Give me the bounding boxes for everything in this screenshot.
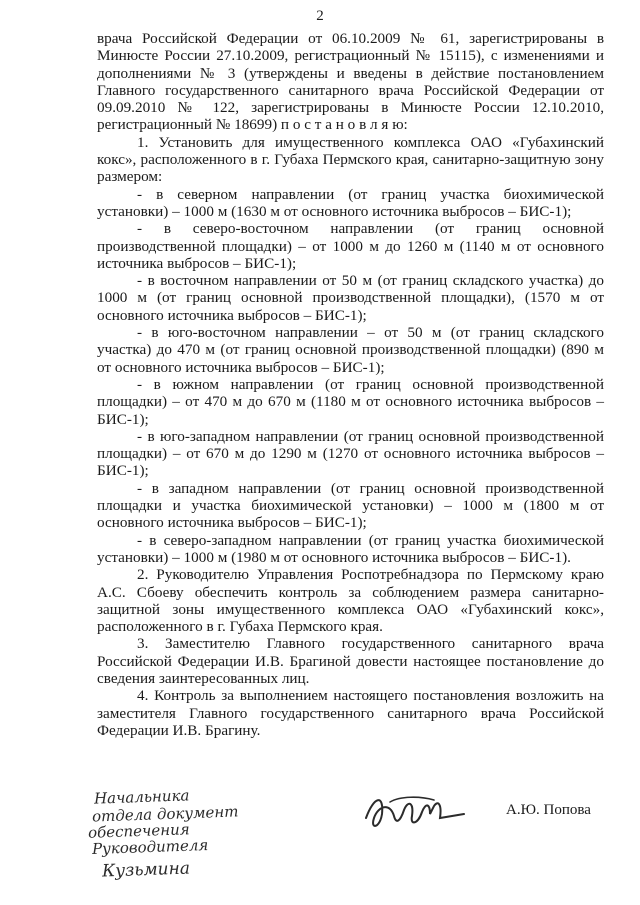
page-number: 2 xyxy=(316,8,324,24)
signature-scribble xyxy=(360,788,470,836)
paragraph-item-2: 2. Руководителю Управления Роспотребнадзора по Пермскому краю А.С. Сбоеву обеспечить контроль за соблюдением размера санитарно-защитной зоны имущественного комплекса ОАО «Губахинский кокс», расположенного в г. Губаха Пермского края. xyxy=(97,566,604,636)
paragraph-item-4: 4. Контроль за выполнением настоящего постановления возложить на заместителя Главного государственного санитарного врача Российской Федерации И.В. Брагину. xyxy=(97,687,604,739)
handwritten-line: Начальника xyxy=(93,786,190,808)
paragraph-item-1: 1. Установить для имущественного комплекса ОАО «Губахинский кокс», расположенного в г. Губаха Пермского края, санитарно-защитную зону размером: xyxy=(97,133,604,186)
document-body xyxy=(97,30,604,739)
signer-name: А.Ю. Попова xyxy=(506,802,591,818)
signature-block xyxy=(0,780,640,905)
handwritten-line: отдела документ xyxy=(91,802,239,826)
zone-northeast: - в северо-восточном направлении (от границ основной производственной площадки) – от 1000 м до 1260 м (1140 м от основного источника выбросов – БИС-1); xyxy=(97,220,604,272)
paragraph-item-3: 3. Заместителю Главного государственного санитарного врача Российской Федерации И.В. Брагиной довести настоящее постановление до сведения заинтересованных лиц. xyxy=(97,635,604,687)
zone-southwest: - в юго-западном направлении (от границ основной производственной площадки) – от 670 м до 1290 м (1270 от основного источника выбросов – БИС-1); xyxy=(97,427,604,480)
paragraph-intro: врача Российской Федерации от 06.10.2009 № 61, зарегистрированы в Минюсте России 27.10.2009, регистрационный № 15115), с изменениями и дополнениями № 3 (утверждены и введены в действие постановлением Главного государственного санитарного врача Российской Федерации от 09.09.2010 № 122, зарегистрированы в Минюсте России 12.10.2010, регистрационный № 18699) п о с т а н о в л я ю: xyxy=(97,30,604,134)
handwritten-line: обеспечения xyxy=(87,820,190,842)
handwritten-line: Руководителя xyxy=(91,835,209,859)
handwritten-note xyxy=(88,780,288,890)
zone-west: - в западном направлении (от границ основной производственной площадки и участка биохимической установки) – 1000 м (1800 м от основного источника выбросов – БИС-1); xyxy=(97,479,604,532)
zone-northwest: - в северо-западном направлении (от границ участка биохимической установки) – 1000 м (1980 м от основного источника выбросов – БИС-1). xyxy=(97,531,604,566)
zone-south: - в южном направлении (от границ основной производственной площадки) – от 470 м до 670 м (1180 м от основного источника выбросов – БИС-1); xyxy=(97,375,604,428)
zone-north: - в северном направлении (от границ участка биохимической установки) – 1000 м (1630 м от основного источника выбросов – БИС-1); xyxy=(97,185,604,220)
zone-southeast: - в юго-восточном направлении – от 50 м (от границ складского участка) до 470 м (от границ основной производственной площадки) (890 м от основного источника выбросов – БИС-1); xyxy=(97,324,604,376)
handwritten-line: Кузьмина xyxy=(101,858,191,882)
zone-east: - в восточном направлении от 50 м (от границ складского участка) до 1000 м (от границ основной производственной площадки), (1570 м от основного источника выбросов – БИС-1); xyxy=(97,272,604,324)
